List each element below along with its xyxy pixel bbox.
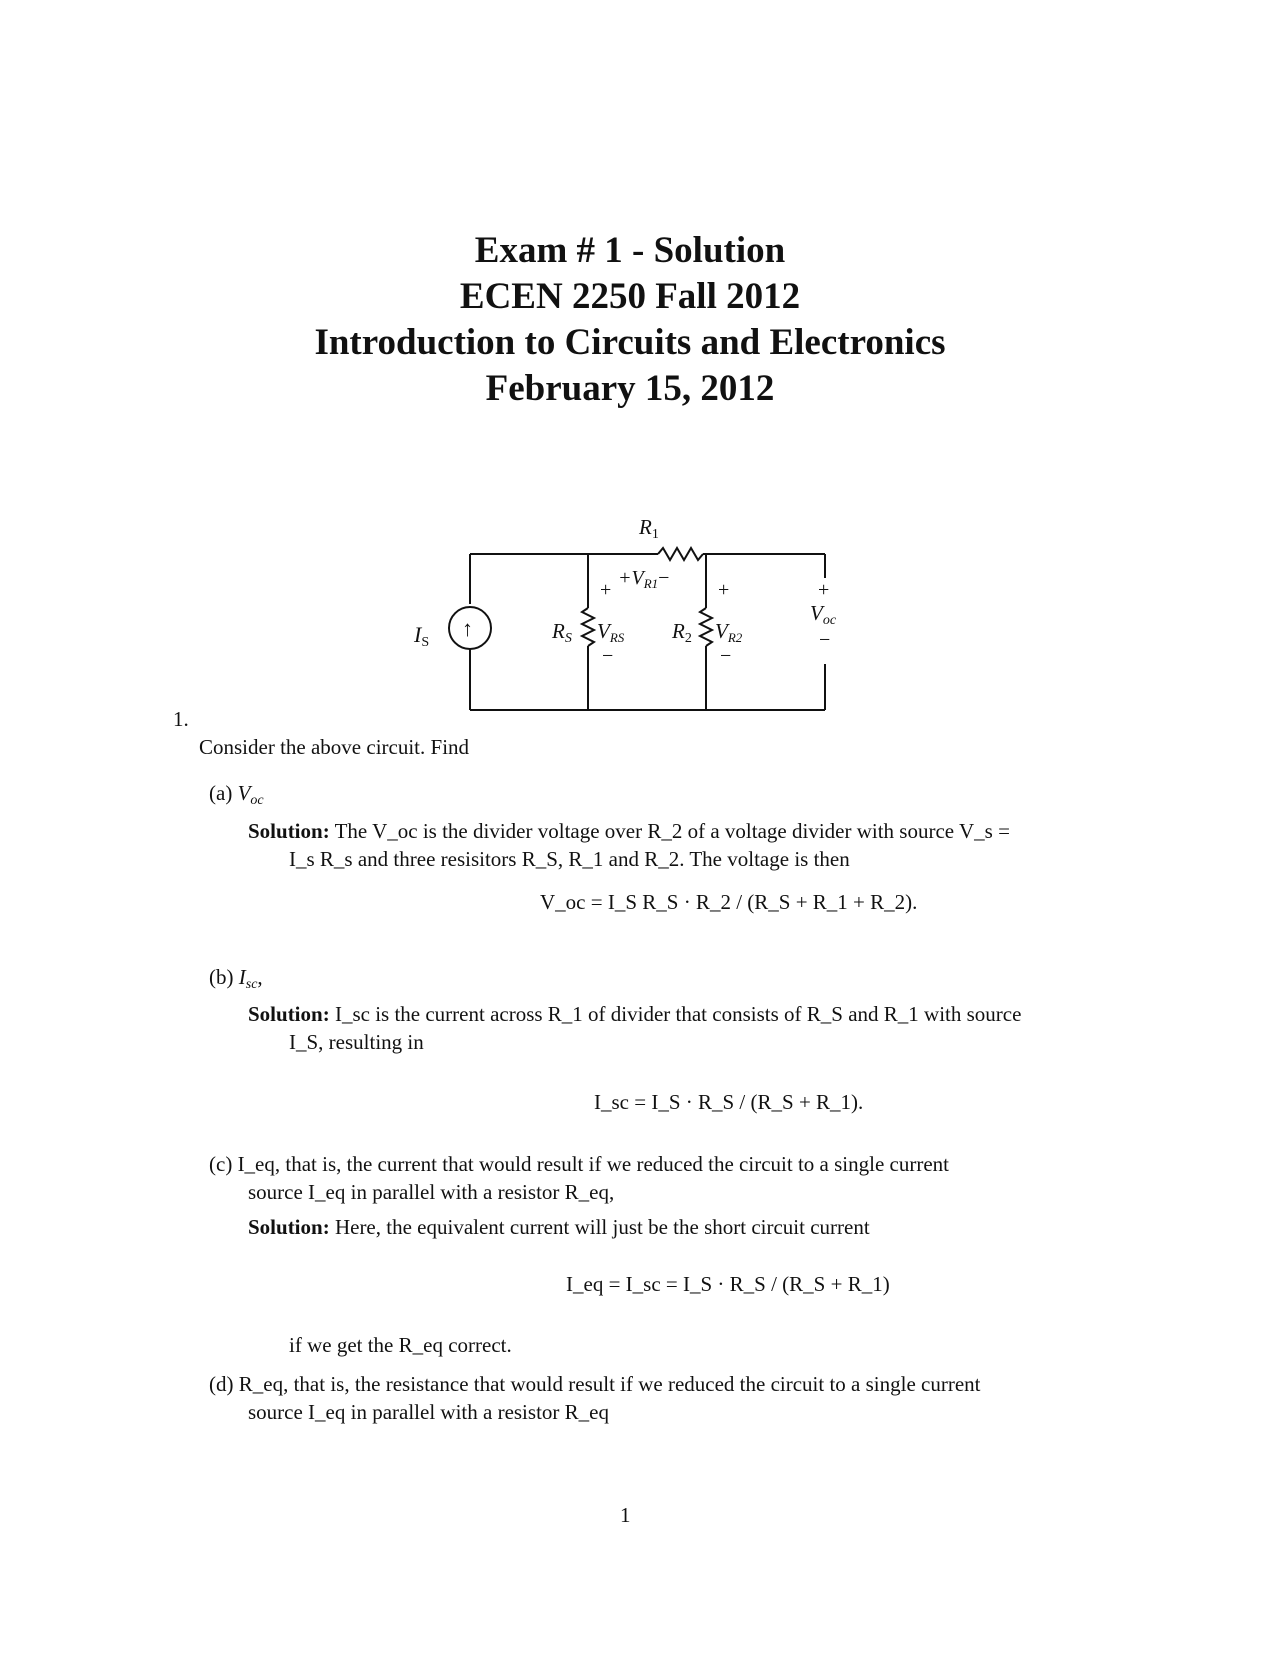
r1-resistor xyxy=(658,548,703,560)
voc-minus: − xyxy=(819,629,831,651)
vrs-minus: − xyxy=(602,645,614,667)
vr2-minus: − xyxy=(720,645,732,667)
title-exam: Exam # 1 - Solution xyxy=(474,230,786,271)
vrs-plus: + xyxy=(600,579,612,601)
circuit-diagram xyxy=(400,516,910,726)
r2-resistor xyxy=(700,608,712,646)
problem-intro: Consider the above circuit. Find xyxy=(199,735,470,759)
title-date: February 15, 2012 xyxy=(485,368,775,409)
part-b-solution-line1: Solution: I_sc is the current across R_1 of divider that consists of R_S and R_1 with source xyxy=(248,1002,1022,1026)
part-c-equation: I_eq = I_sc = I_S · R_S / (R_S + R_1) xyxy=(566,1272,890,1296)
part-c-line2: source I_eq in parallel with a resistor R_eq, xyxy=(248,1180,615,1204)
part-a-item: (a) $V_{oc}$ xyxy=(209,781,264,808)
r1-label: R1 xyxy=(639,516,659,542)
part-d-line1: (d) R_eq, that is, the resistance that would result if we reduced the circuit to a single current xyxy=(209,1372,981,1396)
page-number: 1 xyxy=(620,1503,631,1527)
title-course: ECEN 2250 Fall 2012 xyxy=(459,276,801,317)
part-b-item: (b) $I_{sc}$, xyxy=(209,965,263,992)
source-label: IS xyxy=(414,622,430,650)
part-b-equation: I_sc = I_S · R_S / (R_S + R_1). xyxy=(594,1090,864,1114)
part-a-solution-line2: I_s R_s and three resisitors R_S, R_1 and R_2. The voltage is then xyxy=(289,847,850,871)
vr2-label: VR2 xyxy=(715,619,743,645)
voc-plus: + xyxy=(818,579,830,601)
voc-label: Voc xyxy=(810,601,837,628)
problem-number: 1. xyxy=(173,707,189,731)
rs-resistor xyxy=(582,608,594,646)
vr2-plus: + xyxy=(718,579,730,601)
source-arrow-icon: ↑ xyxy=(462,616,473,641)
part-a-solution-line1: Solution: The V_oc is the divider voltage over R_2 of a voltage divider with source V_s = xyxy=(248,819,1010,843)
part-b-solution-line2: I_S, resulting in xyxy=(289,1030,424,1054)
r2-label: R2 xyxy=(672,619,692,646)
rs-label: RS xyxy=(552,619,572,646)
title-subject: Introduction to Circuits and Electronics xyxy=(314,322,946,363)
part-c-line1: (c) I_eq, that is, the current that would result if we reduced the circuit to a single current xyxy=(209,1152,949,1176)
part-c-solution: Solution: Here, the equivalent current will just be the short circuit current xyxy=(248,1215,870,1239)
vr1-label: $+V_{R1}-$ xyxy=(618,567,670,591)
part-a-equation: V_oc = I_S R_S · R_2 / (R_S + R_1 + R_2). xyxy=(540,890,918,914)
part-c-after: if we get the R_eq correct. xyxy=(289,1333,512,1357)
part-d-line2: source I_eq in parallel with a resistor R_eq xyxy=(248,1400,609,1424)
title-block xyxy=(0,228,1260,412)
vrs-label: VRS xyxy=(597,619,625,645)
